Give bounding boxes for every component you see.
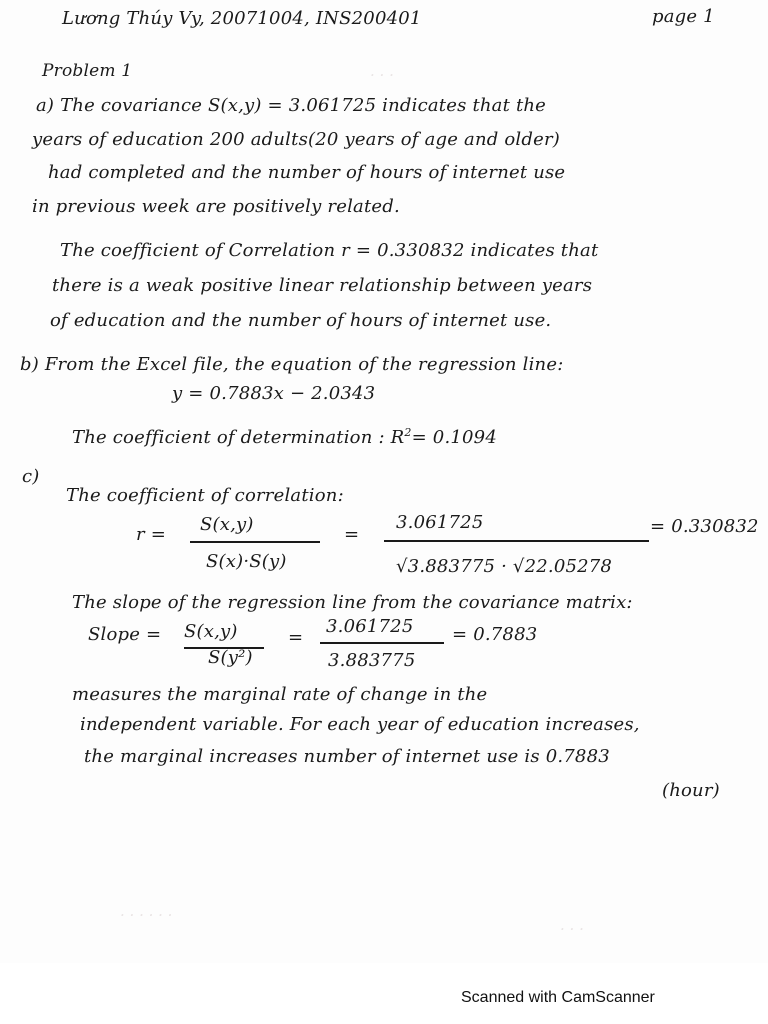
r-denominator-value: √3.883775 · √22.05278 xyxy=(396,556,613,577)
r2-label: The coefficient of determination : R xyxy=(72,427,405,448)
slope-lhs: Slope = xyxy=(88,624,162,645)
slope-explanation-line: (hour) xyxy=(662,780,720,801)
part-a-line: of education and the number of hours of internet use. xyxy=(50,310,552,331)
r-numerator: S(x,y) xyxy=(200,514,254,535)
r2-value: = 0.1094 xyxy=(411,427,497,448)
equals-sign: = xyxy=(344,524,360,545)
problem-title: Problem 1 xyxy=(42,61,133,81)
part-a-line: in previous week are positively related. xyxy=(32,196,400,217)
show-through-mark: · · · · · · xyxy=(120,906,173,924)
regression-equation: y = 0.7883x − 2.0343 xyxy=(172,383,376,404)
slope-denominator: S(y²) xyxy=(208,647,253,668)
show-through-mark: · · · xyxy=(370,66,394,84)
r-lhs: r = xyxy=(136,524,167,545)
slope-result: = 0.7883 xyxy=(452,624,538,645)
slope-explanation-line: the marginal increases number of internet use is 0.7883 xyxy=(84,746,610,767)
part-a-line: had completed and the number of hours of internet use xyxy=(48,162,566,183)
slope-numerator-value: 3.061725 xyxy=(326,616,414,637)
part-a-line: there is a weak positive linear relationship between years xyxy=(52,275,593,296)
header-student-info: Lương Thúy Vy, 20071004, INS200401 xyxy=(62,8,422,29)
fraction-bar xyxy=(384,540,649,542)
page-number: page 1 xyxy=(652,6,715,27)
slope-explanation-line: measures the marginal rate of change in the xyxy=(72,684,488,705)
part-b-line: b) From the Excel file, the equation of the regression line: xyxy=(20,354,564,375)
fraction-bar xyxy=(190,541,320,543)
equals-sign: = xyxy=(288,627,304,648)
scanner-watermark: Scanned with CamScanner xyxy=(461,989,655,1006)
correlation-title: The coefficient of correlation: xyxy=(66,485,344,506)
coefficient-of-determination xyxy=(72,422,497,449)
slope-explanation-line: independent variable. For each year of education increases, xyxy=(80,714,640,735)
slope-title: The slope of the regression line from the covariance matrix: xyxy=(72,592,633,613)
r-numerator-value: 3.061725 xyxy=(396,512,484,533)
r2-exponent: 2 xyxy=(404,426,412,439)
r-result: = 0.330832 xyxy=(650,516,759,537)
show-through-mark: · · · xyxy=(560,920,584,938)
fraction-bar xyxy=(320,642,444,644)
r-denominator: S(x)·S(y) xyxy=(206,551,287,572)
slope-numerator: S(x,y) xyxy=(184,621,238,642)
part-c-label: c) xyxy=(22,466,40,487)
part-a-line: a) The covariance S(x,y) = 3.061725 indicates that the xyxy=(36,95,547,116)
slope-denominator-value: 3.883775 xyxy=(328,650,416,671)
part-a-line: years of education 200 adults(20 years of age and older) xyxy=(32,129,560,150)
part-a-line: The coefficient of Correlation r = 0.330832 indicates that xyxy=(60,240,599,261)
